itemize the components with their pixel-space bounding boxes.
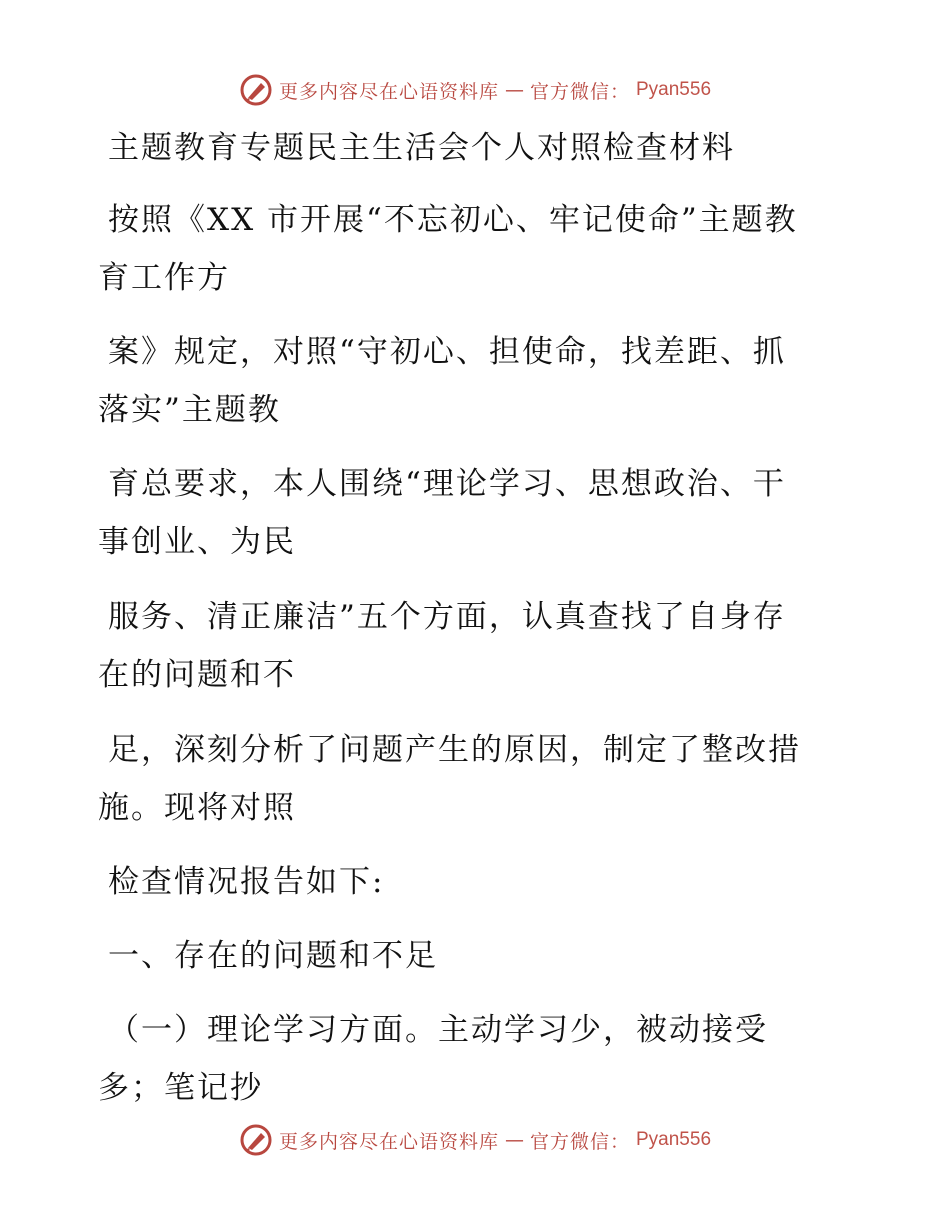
watermark-id: Pyan556 xyxy=(636,79,712,100)
watermark-separator: — xyxy=(504,1129,524,1151)
body-line-6: 事创业、为民 xyxy=(98,524,296,560)
body-line-9: 足，深刻分析了问题产生的原因，制定了整改措 xyxy=(108,732,801,768)
section-heading: 一、存在的问题和不足 xyxy=(108,938,438,974)
body-line-8: 在的问题和不 xyxy=(98,657,296,693)
body-line-5: 育总要求，本人围绕“理论学习、思想政治、干 xyxy=(108,466,786,502)
body-line-10: 施。现将对照 xyxy=(98,790,296,826)
pen-logo-icon xyxy=(239,73,273,107)
watermark-label: 官方微信： xyxy=(529,80,630,103)
body-line-4: 落实”主题教 xyxy=(98,392,281,428)
body-line-1: 按照《XX 市开展“不忘初心、牢记使命”主题教 xyxy=(108,202,798,238)
body-line-7: 服务、清正廉洁”五个方面，认真查找了自身存 xyxy=(108,599,786,635)
watermark-text: 更多内容尽在心语资料库 xyxy=(278,80,499,103)
watermark-header xyxy=(0,70,950,110)
watermark-id: Pyan556 xyxy=(636,1129,712,1150)
body-line-3: 案》规定，对照“守初心、担使命，找差距、抓 xyxy=(108,334,786,370)
body-line-11: 检查情况报告如下: xyxy=(108,864,385,900)
body-line-2: 育工作方 xyxy=(98,260,230,296)
watermark-separator: — xyxy=(504,79,524,101)
watermark-footer xyxy=(0,1120,950,1160)
pen-logo-icon xyxy=(239,1123,273,1157)
body-line-13: （一）理论学习方面。主动学习少，被动接受 xyxy=(108,1012,768,1048)
watermark-text: 更多内容尽在心语资料库 xyxy=(278,1130,499,1153)
body-line-14: 多；笔记抄 xyxy=(98,1070,263,1106)
document-title: 主题教育专题民主生活会个人对照检查材料 xyxy=(108,130,735,166)
watermark-label: 官方微信： xyxy=(529,1130,630,1153)
